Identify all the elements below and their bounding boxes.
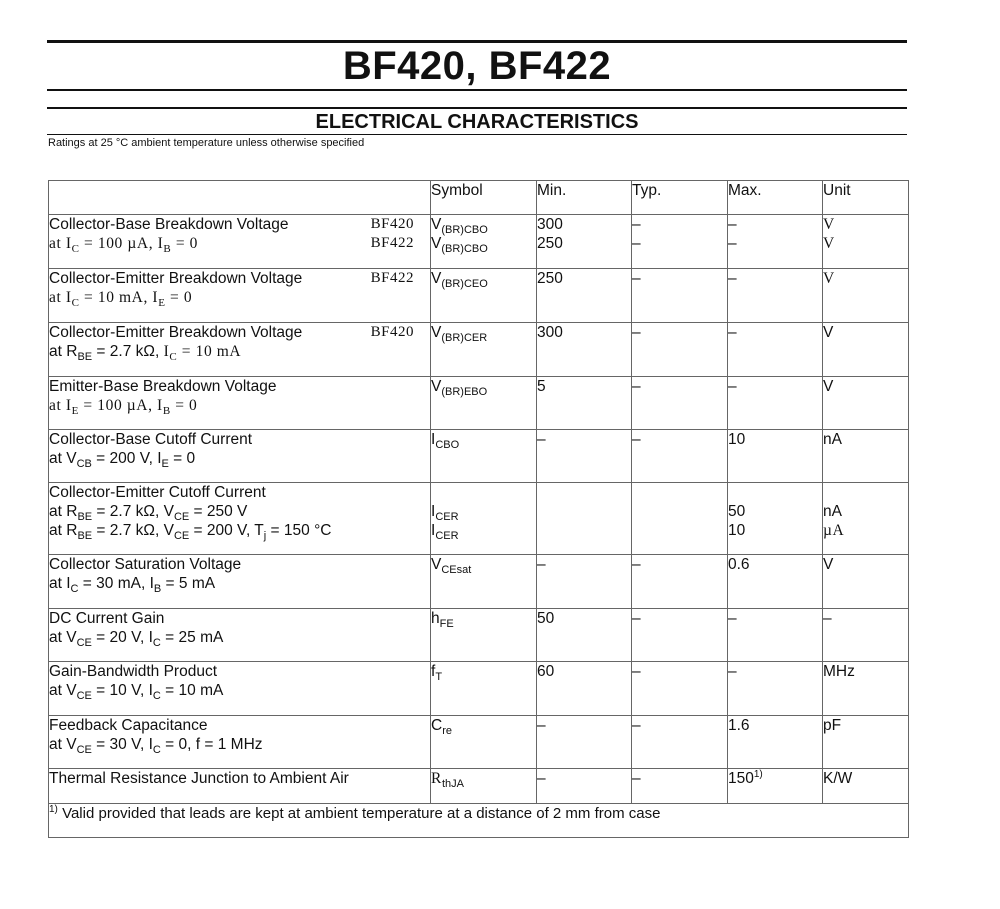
header-unit: Unit xyxy=(823,181,909,215)
device-label: BF420 xyxy=(370,216,414,232)
section-rule-top xyxy=(47,107,907,109)
max-value: – xyxy=(728,235,737,252)
parameter-cell xyxy=(49,269,431,323)
symbol: $V_{(BR)CBO}$ xyxy=(431,235,488,255)
page-title: BF420, BF422 xyxy=(342,44,612,88)
unit-value: V xyxy=(823,235,835,252)
device-label: BF422 xyxy=(370,270,414,286)
typ-cell: – xyxy=(632,555,728,609)
max-cell xyxy=(728,215,823,269)
max-value: 150 xyxy=(728,770,754,787)
symbol-cell xyxy=(431,555,537,609)
min-cell xyxy=(537,215,632,269)
section-rule-bottom xyxy=(47,134,907,135)
test-condition: at $I_C = 30$ mA, $I_B = 5$ mA xyxy=(49,575,216,595)
parameter-name: Collector-Emitter Cutoff Current xyxy=(49,484,266,501)
table-row xyxy=(49,609,909,662)
typ-cell xyxy=(632,483,728,555)
parameter-cell xyxy=(49,716,431,769)
typ-cell: – xyxy=(632,430,728,483)
parameter-cell xyxy=(49,662,431,716)
min-cell: 50 xyxy=(537,609,632,662)
test-condition: at $R_{BE} = 2.7$ kΩ, $I_C = 10$ mA xyxy=(49,343,242,363)
max-cell xyxy=(728,483,823,555)
typ-cell: – xyxy=(632,609,728,662)
symbol-cell xyxy=(431,769,537,804)
device-label: BF420 xyxy=(370,324,414,340)
symbol: $I_{CER}$ xyxy=(431,503,459,523)
unit-cell: V xyxy=(823,377,909,430)
electrical-characteristics-table xyxy=(48,180,909,838)
footnote-text: Valid provided that leads are kept at ambient temperature at a distance of 2 mm from case xyxy=(62,805,661,822)
unit-cell: K/W xyxy=(823,769,909,804)
min-cell: 5 xyxy=(537,377,632,430)
footnote-ref: 1) xyxy=(753,769,763,780)
max-value: 10 xyxy=(728,522,746,539)
max-cell xyxy=(728,769,823,804)
table-row xyxy=(49,323,909,377)
symbol: $V_{(BR)EBO}$ xyxy=(431,378,488,398)
test-condition: at $V_{CE} = 20$ V, $I_C = 25$ mA xyxy=(49,629,224,649)
table-row xyxy=(49,716,909,769)
table-header-row xyxy=(49,181,909,215)
table-row xyxy=(49,430,909,483)
symbol: $f_T$ xyxy=(431,663,443,683)
parameter-cell xyxy=(49,430,431,483)
test-condition: at $R_{BE} = 2.7$ kΩ, $V_{CE} = 250$ V xyxy=(49,503,248,523)
device-label: BF422 xyxy=(370,235,414,251)
parameter-name: Collector Saturation Voltage xyxy=(49,556,242,573)
typ-cell: – xyxy=(632,323,728,377)
symbol: $V_{(BR)CEO}$ xyxy=(431,270,488,290)
header-min: Min. xyxy=(537,181,632,215)
symbol-cell xyxy=(431,716,537,769)
max-cell: – xyxy=(728,323,823,377)
symbol: $R_{thJA}$ xyxy=(431,770,464,790)
test-condition: at $V_{CE} = 10$ V, $I_C = 10$ mA xyxy=(49,682,224,702)
test-condition: at $I_C = 10$ mA, $I_E = 0$ xyxy=(49,289,193,309)
ratings-note: Ratings at 25 °C ambient temperature unless otherwise specified xyxy=(48,137,365,149)
parameter-cell xyxy=(49,377,431,430)
parameter-cell xyxy=(49,555,431,609)
parameter-cell xyxy=(49,609,431,662)
typ-value: – xyxy=(632,235,641,252)
max-value: 50 xyxy=(728,503,746,520)
header-typ: Typ. xyxy=(632,181,728,215)
min-value: 250 xyxy=(537,235,563,252)
typ-cell xyxy=(632,215,728,269)
unit-cell: – xyxy=(823,609,909,662)
symbol-cell xyxy=(431,483,537,555)
footnote-cell xyxy=(49,804,909,838)
parameter-name: Thermal Resistance Junction to Ambient Air xyxy=(49,770,349,787)
typ-cell: – xyxy=(632,269,728,323)
symbol: $I_{CBO}$ xyxy=(431,431,460,451)
test-condition: at $V_{CE} = 30$ V, $I_C = 0$, f = 1 MHz xyxy=(49,736,263,756)
table-row xyxy=(49,215,909,269)
max-cell: – xyxy=(728,269,823,323)
parameter-name: Collector-Base Cutoff Current xyxy=(49,431,253,448)
unit-cell: MHz xyxy=(823,662,909,716)
typ-cell: – xyxy=(632,662,728,716)
typ-cell: – xyxy=(632,769,728,804)
unit-cell: V xyxy=(823,555,909,609)
min-cell xyxy=(537,483,632,555)
typ-cell: – xyxy=(632,716,728,769)
min-cell: 250 xyxy=(537,269,632,323)
max-cell: – xyxy=(728,662,823,716)
parameter-name: Collector-Emitter Breakdown Voltage xyxy=(49,270,303,287)
footnote-mark: 1) xyxy=(49,804,58,815)
symbol-cell xyxy=(431,323,537,377)
parameter-name: Emitter-Base Breakdown Voltage xyxy=(49,378,277,395)
unit-value: µA xyxy=(823,522,845,539)
symbol-cell xyxy=(431,215,537,269)
max-cell: – xyxy=(728,609,823,662)
test-condition: at $I_C = 100$ µA, $I_B = 0$ xyxy=(49,235,199,255)
parameter-name: Collector-Base Breakdown Voltage xyxy=(49,216,289,233)
test-condition: at $R_{BE} = 2.7$ kΩ, $V_{CE} = 200$ V, $T_j = 150$ °C xyxy=(49,522,332,542)
table-row xyxy=(49,483,909,555)
table-row xyxy=(49,269,909,323)
min-cell: – xyxy=(537,716,632,769)
unit-cell xyxy=(823,483,909,555)
parameter-cell xyxy=(49,323,431,377)
parameter-cell xyxy=(49,215,431,269)
table-row xyxy=(49,769,909,804)
symbol: $V_{(BR)CER}$ xyxy=(431,324,488,344)
test-condition: at $V_{CB} = 200$ V, $I_E = 0$ xyxy=(49,450,196,470)
symbol: $h_{FE}$ xyxy=(431,610,454,630)
min-cell: 300 xyxy=(537,323,632,377)
symbol: $C_{re}$ xyxy=(431,717,452,737)
parameter-cell xyxy=(49,769,431,804)
section-title: ELECTRICAL CHARACTERISTICS xyxy=(315,111,639,133)
min-cell: – xyxy=(537,430,632,483)
parameter-cell xyxy=(49,483,431,555)
typ-value: – xyxy=(632,216,641,233)
max-cell: 0.6 xyxy=(728,555,823,609)
typ-cell: – xyxy=(632,377,728,430)
unit-cell: nA xyxy=(823,430,909,483)
parameter-name: Gain-Bandwidth Product xyxy=(49,663,218,680)
footnote-row xyxy=(49,804,909,838)
symbol-cell xyxy=(431,662,537,716)
min-cell: – xyxy=(537,555,632,609)
header-symbol: Symbol xyxy=(431,181,537,215)
unit-cell xyxy=(823,215,909,269)
test-condition: at $I_E = 100$ µA, $I_B = 0$ xyxy=(49,397,198,417)
min-cell: 60 xyxy=(537,662,632,716)
unit-cell: pF xyxy=(823,716,909,769)
symbol: $V_{(BR)CBO}$ xyxy=(431,216,488,236)
symbol-cell xyxy=(431,430,537,483)
title-underline xyxy=(47,89,907,91)
symbol-cell xyxy=(431,269,537,323)
table-row xyxy=(49,555,909,609)
parameter-name: DC Current Gain xyxy=(49,610,165,627)
unit-cell: V xyxy=(823,323,909,377)
min-value: 300 xyxy=(537,216,563,233)
max-cell: – xyxy=(728,377,823,430)
symbol-cell xyxy=(431,377,537,430)
parameter-name: Feedback Capacitance xyxy=(49,717,208,734)
table-row xyxy=(49,662,909,716)
symbol: $I_{CER}$ xyxy=(431,522,459,542)
header-parameter xyxy=(49,181,431,215)
max-cell: 1.6 xyxy=(728,716,823,769)
min-cell: – xyxy=(537,769,632,804)
parameter-name: Collector-Emitter Breakdown Voltage xyxy=(49,324,303,341)
unit-value: V xyxy=(823,216,835,233)
table-row xyxy=(49,377,909,430)
max-value: – xyxy=(728,216,737,233)
unit-cell: V xyxy=(823,269,909,323)
unit-value: nA xyxy=(823,503,842,520)
header-max: Max. xyxy=(728,181,823,215)
max-cell: 10 xyxy=(728,430,823,483)
symbol: $V_{CEsat}$ xyxy=(431,556,472,576)
symbol-cell xyxy=(431,609,537,662)
